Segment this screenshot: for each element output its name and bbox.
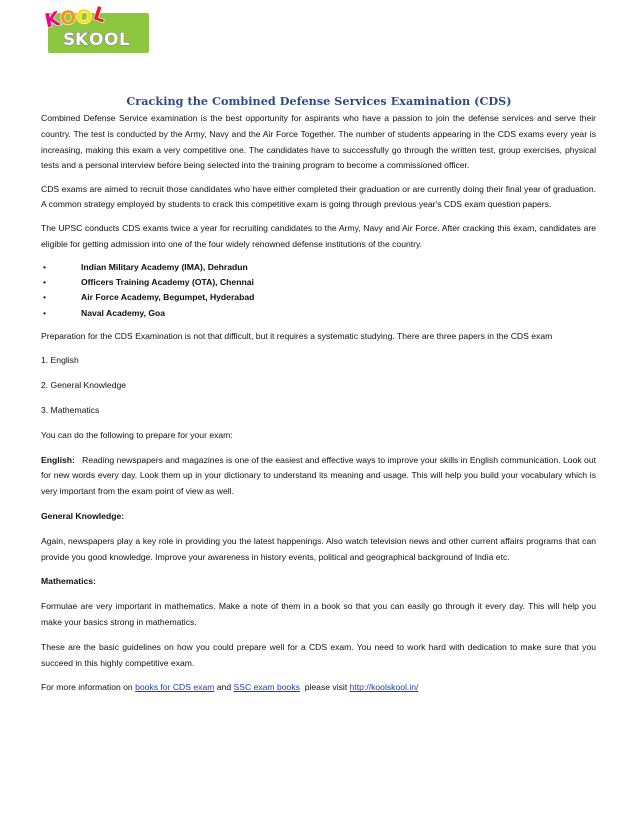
- svg-text:K: K: [42, 7, 62, 33]
- bullet-icon: •: [43, 292, 47, 303]
- upsc-paragraph: The UPSC conducts CDS exams twice a year for recruiting candidates to the Army, Navy and Air Force. After cracking this exam, candidates are eligible for getting admission into one of the four widely renowned defense institutions of the country.: [41, 222, 596, 249]
- guidelines-paragraph: These are the basic guidelines on how you could prepare well for a CDS exam. You need to work hard with dedication to make sure that you succeed in this highly competitive exam.: [41, 641, 596, 668]
- english-label: English:: [41, 454, 75, 465]
- intro-paragraph: Combined Defense Service examination is the best opportunity for aspirants who have a passion to join the defense services and serve their country. The test is conducted by the Army, Navy and the Air Force Together. The number of students appearing in the CDS exams every year is increasing, making this exam a very competitive one. The candidates have to successfully go through the written test, group exercises, physical tests and a personal interview before being selected into the training program to become a commissioned officer.: [41, 113, 596, 171]
- todo-paragraph: You can do the following to prepare for your exam:: [41, 429, 233, 440]
- english-paragraph: [41, 453, 596, 500]
- gk-heading: General Knowledge:: [41, 510, 125, 521]
- svg-text:K: K: [75, 30, 89, 50]
- document-body: [41, 111, 596, 696]
- svg-text:L: L: [119, 30, 130, 50]
- paper-gk: 2. General Knowledge: [41, 380, 127, 391]
- document-title: Cracking the Combined Defense Services Examination (CDS): [126, 94, 512, 108]
- svg-text:L: L: [90, 2, 109, 28]
- footer-paragraph: For more information on books for CDS exam and SSC exam books please visit http://koolskool.in/: [41, 682, 419, 693]
- svg-text:O: O: [60, 7, 77, 29]
- svg-text:O: O: [89, 30, 104, 50]
- books-cds-link[interactable]: books for CDS exam: [135, 682, 215, 693]
- math-paragraph: Formulae are very important in mathematics. Make a note of them in a book so that you can easily go through it every day. This will help you make your basics strong in mathematics.: [41, 601, 596, 627]
- english-text: Reading newspapers and magazines is one of the easiest and effective ways to improve your skills in English communication. Look out for new words every day. Look them up in your dictionary to understand its meaning and usage. This will help you build your vocabulary which is very important from the exam point of view as well.: [41, 454, 597, 497]
- math-heading: Mathematics:: [41, 576, 96, 587]
- bullet-icon: •: [43, 277, 47, 288]
- list-item: • Air Force Academy, Begumpet, Hyderabad: [41, 290, 596, 305]
- bullet-icon: •: [43, 261, 47, 272]
- aim-paragraph: CDS exams are aimed to recruit those candidates who have either completed their graduation or are currently doing their final year of graduation. A common strategy employed by students to crack this competitive exam is going through previous year's CDS exam question papers.: [41, 183, 596, 210]
- gk-paragraph: Again, newspapers play a key role in providing you the latest happenings. Also watch television news and other current affairs programs that can provide you good knowledge. Improve your awareness in history events, political and geographical background of India etc.: [41, 535, 596, 562]
- prep-paragraph: Preparation for the CDS Examination is not that difficult, but it requires a systematic studying. There are three papers in the CDS exam: [41, 330, 553, 341]
- svg-text:S: S: [63, 30, 76, 50]
- institutions-list: [41, 260, 596, 321]
- list-item: • Officers Training Academy (OTA), Chennai: [41, 275, 596, 290]
- paper-english: 1. English: [41, 355, 79, 366]
- svg-text:O: O: [104, 30, 119, 50]
- list-item: • Naval Academy, Goa: [41, 306, 596, 321]
- ssc-books-link[interactable]: SSC exam books: [233, 682, 300, 693]
- list-item: • Indian Military Academy (IMA), Dehradun: [41, 260, 596, 275]
- svg-text:O: O: [74, 5, 94, 30]
- paper-maths: 3. Mathematics: [41, 404, 100, 415]
- koolskool-site-link[interactable]: http://koolskool.in/: [349, 682, 419, 693]
- koolskool-logo[interactable]: [42, 2, 151, 54]
- bullet-icon: •: [43, 307, 47, 318]
